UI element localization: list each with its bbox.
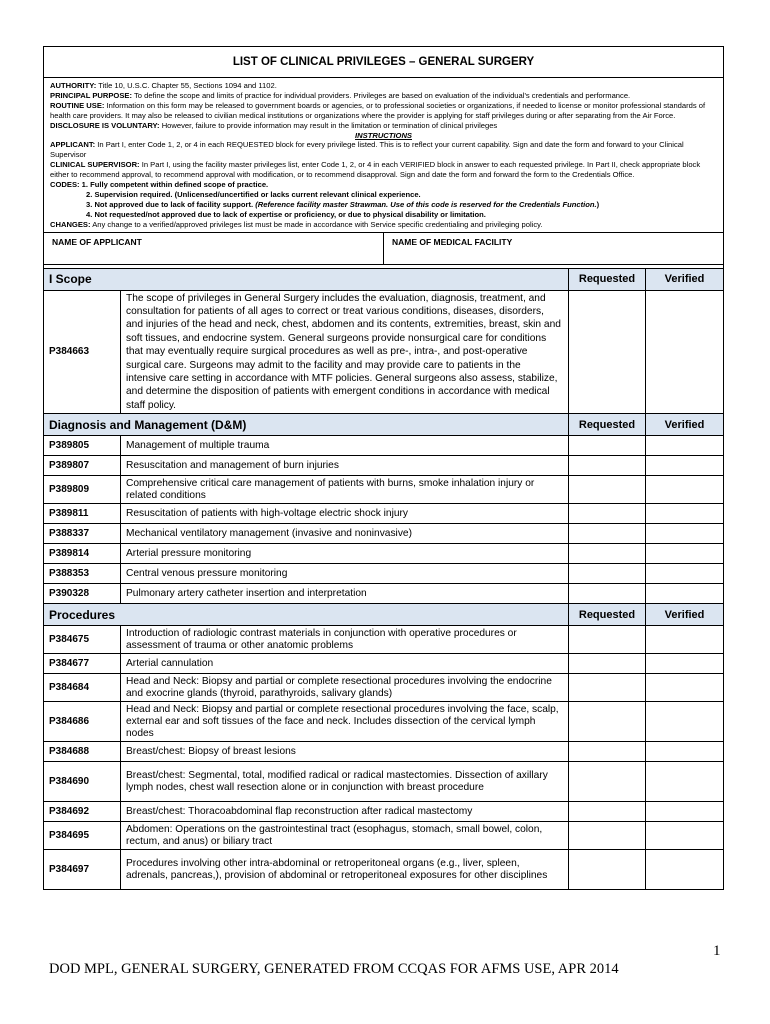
privilege-code: P389805	[44, 436, 121, 456]
verified-cell[interactable]	[646, 674, 724, 702]
authority-text: Title 10, U.S.C. Chapter 55, Sections 1094 and 1102.	[98, 81, 277, 90]
privilege-row	[44, 654, 724, 674]
code-4-text: 4. Not requested/not approved due to lack of expertise or proficiency, or due to physical disability or limitation.	[86, 209, 486, 219]
code-3-text: 3. Not approved due to lack of facility support.	[86, 199, 254, 209]
requested-cell[interactable]	[569, 654, 646, 674]
privilege-code: P390328	[44, 584, 121, 604]
privilege-row	[44, 524, 724, 544]
verified-cell[interactable]	[646, 476, 724, 504]
applicant-instr-text: In Part I, enter Code 1, 2, or 4 in each REQUESTED block for every privilege listed. This is to reflect your current capability. Sign and date the form and forward to your Clinical Supervisor	[50, 140, 684, 160]
procedures-verified-header: Verified	[646, 604, 724, 626]
privilege-row	[44, 850, 724, 890]
facility-name-label: NAME OF MEDICAL FACILITY	[392, 236, 513, 247]
scope-verified-header: Verified	[646, 268, 724, 290]
privilege-code: P384692	[44, 802, 121, 822]
requested-cell[interactable]	[569, 802, 646, 822]
scope-code: P384663	[44, 290, 121, 414]
requested-cell[interactable]	[569, 742, 646, 762]
requested-cell[interactable]	[569, 822, 646, 850]
requested-cell[interactable]	[569, 476, 646, 504]
requested-cell[interactable]	[569, 674, 646, 702]
privilege-description: Mechanical ventilatory management (invasive and noninvasive)	[121, 524, 569, 544]
privilege-code: P384697	[44, 850, 121, 890]
privilege-row	[44, 802, 724, 822]
dm-verified-header: Verified	[646, 414, 724, 436]
codes-label: CODES:	[50, 180, 80, 190]
verified-cell[interactable]	[646, 822, 724, 850]
privilege-code: P384688	[44, 742, 121, 762]
verified-cell[interactable]	[646, 850, 724, 890]
privilege-code: P384695	[44, 822, 121, 850]
privilege-row	[44, 822, 724, 850]
privilege-code: P384675	[44, 626, 121, 654]
privilege-row	[44, 742, 724, 762]
code-2-text: 2. Supervision required. (Unlicensed/uncertified or lacks current relevant clinical experience.	[86, 189, 421, 199]
routine-text: Information on this form may be released to government boards or agencies, or to professional societies or organizations, if needed to license or monitor professional standards of health care providers. It may also be released to civilian medical institutions or organizations where the provider is applying for staff privileges during or after separating from the Air Force.	[50, 100, 706, 120]
changes-text: Any change to a verified/approved privileges list must be made in accordance with Service specific credentialing and privileging policy.	[92, 219, 543, 229]
routine-label: ROUTINE USE:	[50, 100, 105, 110]
privilege-code: P388337	[44, 524, 121, 544]
code-1-text: 1. Fully competent within defined scope of practice.	[81, 180, 269, 190]
applicant-name-field[interactable]	[44, 232, 384, 264]
privilege-row	[44, 544, 724, 564]
privilege-description: Breast/chest: Biopsy of breast lesions	[121, 742, 569, 762]
changes-line	[50, 220, 717, 230]
supervisor-instr-text: In Part I, using the facility master privileges list, enter Code 1, 2, or 4 in each VERIFIED block in answer to each requested privilege. In Part II, check appropriate block either to recommend approval, to recommend approval with modification, or to recommend disapproval. Sign and date the form and forward the form to the Credentials Office.	[50, 160, 701, 180]
privilege-description: Abdomen: Operations on the gastrointestinal tract (esophagus, stomach, small bowel, colon, rectum, and anus) or biliary tract	[121, 822, 569, 850]
procedures-heading: Procedures	[44, 604, 569, 626]
privilege-code: P388353	[44, 564, 121, 584]
privilege-code: P389811	[44, 504, 121, 524]
privilege-description: Arterial cannulation	[121, 654, 569, 674]
purpose-text: To define the scope and limits of practice for individual providers. Privileges are based on evaluation of the individual's credentials and performance.	[133, 90, 631, 100]
privilege-description: Procedures involving other intra-abdominal or retroperitoneal organs (e.g., liver, spleen, adrenals, pancreas,), provision of abdominal or retroperitoneal exposures for other disciplines	[121, 850, 569, 890]
requested-cell[interactable]	[569, 456, 646, 476]
privilege-code: P384686	[44, 702, 121, 742]
verified-cell[interactable]	[646, 524, 724, 544]
requested-cell[interactable]	[569, 702, 646, 742]
privilege-description: Central venous pressure monitoring	[121, 564, 569, 584]
scope-verified-cell[interactable]	[646, 290, 724, 414]
dm-requested-header: Requested	[569, 414, 646, 436]
disclosure-line	[50, 121, 717, 131]
privacy-and-instructions	[44, 78, 724, 233]
privilege-row	[44, 626, 724, 654]
privilege-description: Comprehensive critical care management of patients with burns, smoke inhalation injury or related conditions	[121, 476, 569, 504]
scope-requested-cell[interactable]	[569, 290, 646, 414]
disclosure-label: DISCLOSURE IS VOLUNTARY:	[50, 120, 160, 130]
verified-cell[interactable]	[646, 564, 724, 584]
privilege-description: Resuscitation and management of burn injuries	[121, 456, 569, 476]
privilege-row	[44, 584, 724, 604]
privilege-code: P389809	[44, 476, 121, 504]
verified-cell[interactable]	[646, 584, 724, 604]
dm-heading: Diagnosis and Management (D&M)	[44, 414, 569, 436]
verified-cell[interactable]	[646, 702, 724, 742]
form-title: LIST OF CLINICAL PRIVILEGES – GENERAL SURGERY	[44, 47, 724, 78]
privileges-form	[43, 46, 723, 890]
codes-line	[50, 180, 717, 190]
disclosure-text: However, failure to provide information may result in the limitation or termination of clinical privileges	[161, 120, 498, 130]
requested-cell[interactable]	[569, 524, 646, 544]
privilege-code: P389807	[44, 456, 121, 476]
supervisor-instructions	[50, 160, 717, 180]
verified-cell[interactable]	[646, 436, 724, 456]
privilege-description: Pulmonary artery catheter insertion and interpretation	[121, 584, 569, 604]
privilege-description: Resuscitation of patients with high-voltage electric shock injury	[121, 504, 569, 524]
privilege-row	[44, 436, 724, 456]
scope-heading: I Scope	[44, 268, 569, 290]
privilege-description: Introduction of radiologic contrast materials in conjunction with operative procedures or assessment of trauma or other anatomic problems	[121, 626, 569, 654]
privilege-code: P384677	[44, 654, 121, 674]
purpose-line	[50, 91, 717, 101]
verified-cell[interactable]	[646, 456, 724, 476]
verified-cell[interactable]	[646, 504, 724, 524]
applicant-instructions	[50, 140, 717, 160]
privilege-row	[44, 762, 724, 802]
supervisor-instr-label: CLINICAL SUPERVISOR:	[50, 160, 140, 170]
authority-label: AUTHORITY:	[50, 81, 97, 90]
privilege-row	[44, 476, 724, 504]
code-3-note: (Reference facility master Strawman. Use of this code is reserved for the Credentials Function.	[255, 199, 597, 209]
routine-line	[50, 101, 717, 121]
privilege-row	[44, 702, 724, 742]
scope-requested-header: Requested	[569, 268, 646, 290]
privilege-code: P384690	[44, 762, 121, 802]
instructions-heading: INSTRUCTIONS	[355, 130, 412, 140]
privilege-description: Arterial pressure monitoring	[121, 544, 569, 564]
form-table	[43, 46, 724, 890]
requested-cell[interactable]	[569, 504, 646, 524]
privilege-code: P384684	[44, 674, 121, 702]
requested-cell[interactable]	[569, 544, 646, 564]
requested-cell[interactable]	[569, 584, 646, 604]
privilege-row	[44, 504, 724, 524]
scope-text: The scope of privileges in General Surgery includes the evaluation, diagnosis, treatment, and consultation for patients of all ages to correct or treat various conditions, diseases, disorders, and injuries of the head and neck, chest, abdomen and its contents, extremities, breast, skin and soft tissues, and endocrine system. General surgeons provide nonsurgical care for conditions that may eventually require surgical procedures as well as pre-, intra-, and post-operative surgical care. Surgeons may admit to the facility and may provide care to patients in the intensive care setting in accordance with MTF policies. General surgeons also assess, stabilize, and determine the disposition of patients with emergent conditions in accordance with medical staff policy.	[121, 290, 569, 414]
procedures-requested-header: Requested	[569, 604, 646, 626]
privilege-description: Head and Neck: Biopsy and partial or complete resectional procedures involving the endocrine and exocrine glands (thyroid, parathyroids, salivary glands)	[121, 674, 569, 702]
code-3-close: )	[596, 199, 600, 209]
code-3-line	[50, 200, 717, 210]
applicant-name-label: NAME OF APPLICANT	[52, 236, 142, 247]
requested-cell[interactable]	[569, 626, 646, 654]
changes-label: CHANGES:	[50, 219, 91, 229]
authority-line	[50, 81, 717, 91]
privilege-row	[44, 564, 724, 584]
privilege-description: Breast/chest: Thoracoabdominal flap reconstruction after radical mastectomy	[121, 802, 569, 822]
page-number: 1	[713, 943, 721, 959]
purpose-label: PRINCIPAL PURPOSE:	[50, 90, 132, 100]
verified-cell[interactable]	[646, 654, 724, 674]
verified-cell[interactable]	[646, 802, 724, 822]
privilege-description: Breast/chest: Segmental, total, modified radical or radical mastectomies. Dissection of axillary lymph nodes, chest wall resection alone or in conjunction with breast procedure	[121, 762, 569, 802]
page-footer: DOD MPL, GENERAL SURGERY, GENERATED FROM CCQAS FOR AFMS USE, APR 2014	[49, 961, 619, 977]
verified-cell[interactable]	[646, 742, 724, 762]
verified-cell[interactable]	[646, 762, 724, 802]
privilege-row	[44, 674, 724, 702]
requested-cell[interactable]	[569, 564, 646, 584]
privilege-description: Management of multiple trauma	[121, 436, 569, 456]
privilege-code: P389814	[44, 544, 121, 564]
privilege-description: Head and Neck: Biopsy and partial or complete resectional procedures involving the face, scalp, external ear and soft tissues of the face and neck. Includes dissection of the cervical lymph nodes	[121, 702, 569, 742]
requested-cell[interactable]	[569, 762, 646, 802]
requested-cell[interactable]	[569, 436, 646, 456]
privilege-row	[44, 456, 724, 476]
requested-cell[interactable]	[569, 850, 646, 890]
verified-cell[interactable]	[646, 626, 724, 654]
facility-name-field[interactable]	[384, 232, 724, 264]
applicant-instr-label: APPLICANT:	[50, 140, 96, 150]
verified-cell[interactable]	[646, 544, 724, 564]
